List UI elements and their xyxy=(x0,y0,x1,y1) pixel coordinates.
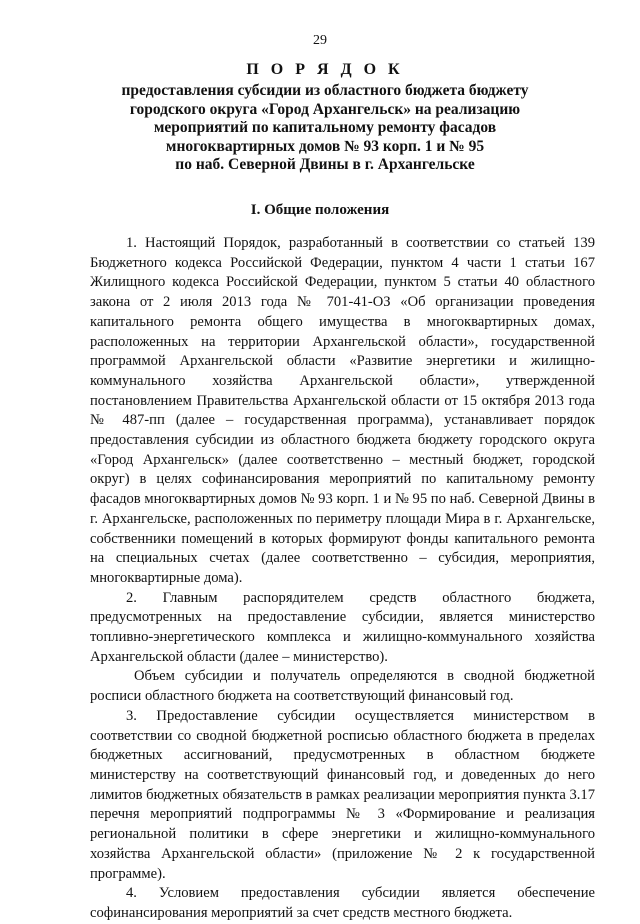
document-title xyxy=(90,60,560,175)
paragraph-2-continued: Объем субсидии и получатель определяются в сводной бюджетной росписи областного бюджета на соответствующий финансовый год. xyxy=(90,668,595,705)
title-line: предоставления субсидии из областного бюджета бюджету xyxy=(121,82,529,99)
paragraph-3: 3. Предоставление субсидии осуществляется министерством в соответствии со сводной бюджетной росписью областного бюджета в пределах бюджетных ассигнований, предусмотренных в областном бюджете министерству на соответствующий финансовый год, и доведенных до него лимитов бюджетных обязательств в рамках реализации мероприятия пункта 3.17 перечня мероприятий подпрограммы № 3 «Формирование и реализация региональной политики в сфере энергетики и жилищно-коммунального хозяйства Архангельской области» (приложение № 2 к государственной программе). xyxy=(90,707,595,882)
title-line: городского округа «Город Архангельск» на реализацию xyxy=(129,100,521,118)
title-line: мероприятий по капитальному ремонту фасадов xyxy=(153,119,497,137)
title-main: П О Р Я Д О К xyxy=(246,61,404,78)
paragraph-1: 1. Настоящий Порядок, разработанный в соответствии со статьей 139 Бюджетного кодекса Российской Федерации, пунктом 4 части 1 статьи 167 Жилищного кодекса Российской Федерации, пунктом 5 статьи 40 областного закона от 2 июля 2013 года № 701-41-ОЗ «Об организации проведения капитального ремонта общего имущества в многоквартирных домах, расположенных на территории Архангельской области», государственной программой Архангельской области «Развитие энергетики и жилищно-коммунального хозяйства Архангельской области», утвержденной постановлением Правительства Архангельской области от 15 октября 2013 года № 487-пп (далее – государственная программа), устанавливает порядок предоставления субсидии из областного бюджета бюджету городского округа «Город Архангельск» (далее соответственно – местный бюджет, городской округ) в целях софинансирования мероприятий по капитальному ремонту фасадов многоквартирных домов № 93 корп. 1 и № 95 по наб. Северной Двины в г. Архангельске, расположенных по периметру площади Мира в г. Архангельске, собственники помещений в которых формируют фонды капитального ремонта на специальных счетах (далее соответственно – субсидия, мероприятия, многоквартирные дома). xyxy=(90,235,595,586)
title-line: многоквартирных домов № 93 корп. 1 и № 95 xyxy=(165,137,485,155)
paragraph-2: 2. Главным распорядителем средств областного бюджета, предусмотренных на предоставление субсидии, является министерство топливно-энергетического комплекса и жилищно-коммунального хозяйства Архангельской области (далее – министерство). xyxy=(90,589,595,665)
title-line: по наб. Северной Двины в г. Архангельске xyxy=(175,156,475,174)
page-number: 29 xyxy=(313,33,327,48)
document-body xyxy=(90,234,595,924)
paragraph-4: 4. Условием предоставления субсидии является обеспечение софинансирования мероприятий за счет средств местного бюджета. xyxy=(90,885,595,921)
section-heading: I. Общие положения xyxy=(250,202,390,218)
